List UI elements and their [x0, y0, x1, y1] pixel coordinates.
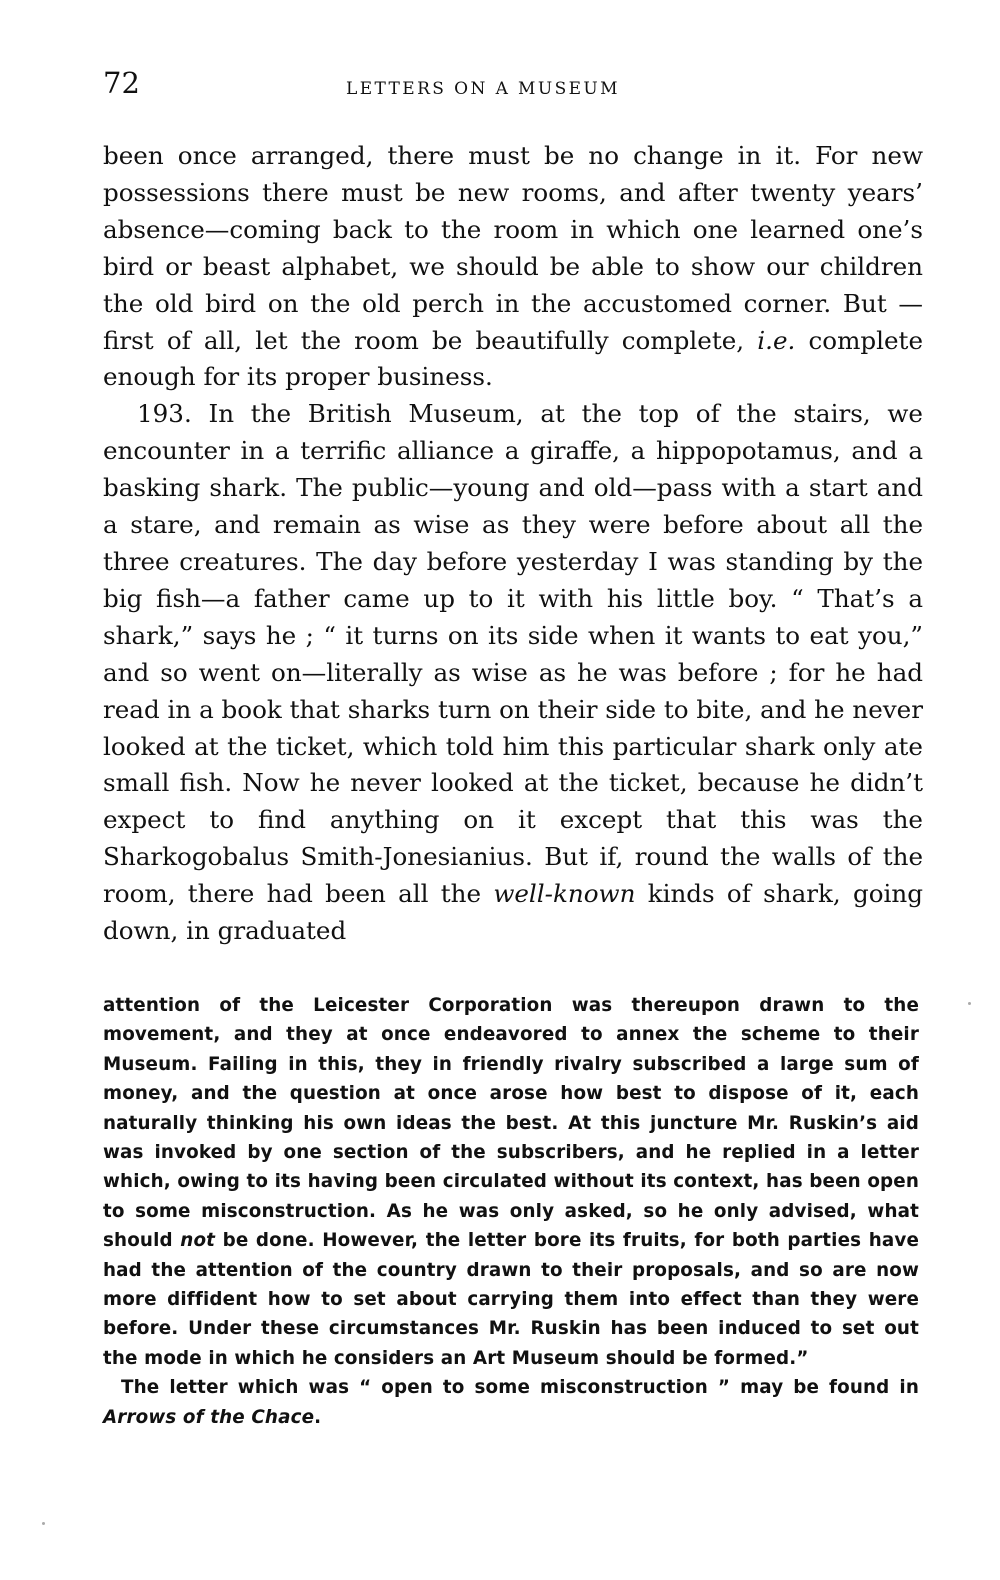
footnote-paragraph: attention of the Leicester Corporation was thereupon drawn to the movement, and they at once endeavored to annex the scheme to their Museum. Failing in this, they in friendly rivalry subscribed a large sum of money, and the question at once arose how best to dispose of it, each naturally thinking his own ideas the best. At this juncture Mr. Ruskin’s aid was invoked by one section of the subscribers, and he replied in a letter which, owing to its having been circulated without its context, has been open to some misconstruction. As he was only asked, so he only advised, what should not be done. However, the letter bore its fruits, for both parties have had the attention of the country drawn to their proposals, and so are now more diffident how to set about carrying them into effect than they were before. Under these circumstances Mr. Ruskin has been induced to set out the mode in which he considers an Art Museum should be formed.” [103, 995, 919, 1369]
scan-speck [968, 1002, 971, 1005]
scan-speck [42, 1522, 45, 1525]
page-number: 72 [103, 66, 140, 100]
footnote-reference: The letter which was “ open to some misconstruction ” may be found in Arrows of the Chace. [103, 1377, 919, 1428]
footnote [103, 991, 919, 1432]
running-head: LETTERS ON A MUSEUM [346, 79, 620, 99]
paragraph-193: 193. In the British Museum, at the top of the stairs, we encounter in a terrific alliance a giraffe, a hippopotamus, and a basking shark. The public—young and old—pass with a start and a stare, and remain as wise as they were before about all the three creatures. The day before yesterday I was standing by the big fish—a father came up to it with his little boy. “ That’s a shark,” says he ; “ it turns on its side when it wants to eat you,” and so went on—literally as wise as he was before ; for he had read in a book that sharks turn on their side to bite, and he never looked at the ticket, which told him this particular shark only ate small fish. Now he never looked at the ticket, because he didn’t expect to find anything on it except that this was the Sharkogobalus Smith-Jonesianius. But if, round the walls of the room, there had been all the well-known kinds of shark, going down, in graduated [103, 399, 923, 946]
paragraph-continued: been once arranged, there must be no change in it. For new possessions there must be new rooms, and after twenty years’ absence—coming back to the room in which one learned one’s bird or beast alphabet, we should be able to show our children the old bird on the old perch in the accustomed corner. But —first of all, let the room be beautifully complete, i.e. complete enough for its proper business. [103, 141, 923, 392]
main-text [103, 138, 923, 950]
page-header [103, 66, 923, 106]
book-title: Arrows of the Chace [103, 1406, 315, 1428]
